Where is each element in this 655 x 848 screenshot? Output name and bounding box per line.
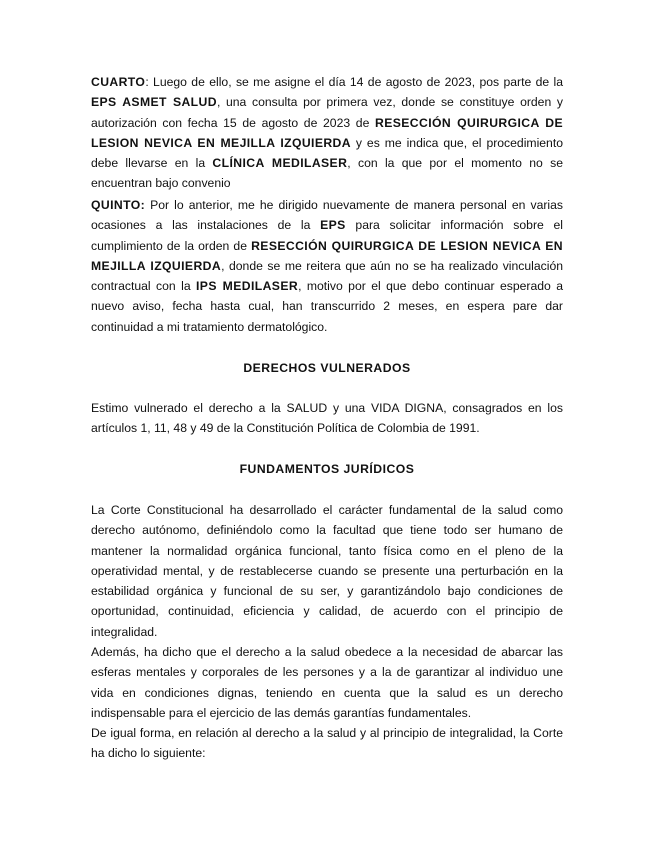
quinto-text-4: , motivo por el que debo continuar esperado a nuevo aviso, fecha hasta cual, han transcurrido 2 meses, en espera pare dar continuidad a mi tratamiento dermatológico.: [91, 279, 563, 334]
heading-derechos-vulnerados: DERECHOS VULNERADOS: [243, 361, 411, 375]
paragraph-fundamentos-2: Además, ha dicho que el derecho a la salud obedece a la necesidad de abarcar las esferas mentales y corporales de les persones y a la de garantizar al individuo une vida en condiciones dignas, teniendo en cuenta que la salud es un derecho indispensable para el ejercicio de las demás garantías fundamentales.: [91, 645, 563, 720]
quinto-procedure: RESECCIÓN QUIRURGICA DE LESION NEVICA EN MEJILLA IZQUIERDA: [91, 238, 563, 273]
cuarto-procedure: RESECCIÓN QUIRURGICA DE LESION NEVICA EN MEJILLA IZQUIERDA: [91, 115, 564, 150]
paragraph-quinto: [91, 195, 563, 337]
paragraph-cuarto: [91, 72, 563, 194]
cuarto-text-2: , una consulta por primera vez, donde se constituye orden y autorización con fecha 15 de agosto de 2023 de: [91, 95, 564, 130]
cuarto-clinic: CLÍNICA MEDILASER: [212, 156, 348, 171]
quinto-label: QUINTO:: [91, 198, 146, 212]
cuarto-text-1: : Luego de ello, se me asigne el día 14 de agosto de 2023, pos parte de la: [145, 75, 563, 89]
cuarto-eps-name: EPS ASMET SALUD: [91, 95, 217, 110]
cuarto-text-4: , con la que por el momento no se encuentran bajo convenio: [91, 156, 563, 191]
cuarto-label: CUARTO: [91, 75, 146, 89]
quinto-ips: IPS MEDILASER: [196, 279, 299, 294]
quinto-eps: EPS: [320, 218, 346, 233]
paragraph-derechos: Estimo vulnerado el derecho a la SALUD y una VIDA DIGNA, consagrados en los artículos 1, 11, 48 y 49 de la Constitución Política de Colombia de 1991.: [91, 401, 563, 436]
quinto-text-3: , donde se me reitera que aún no se ha realizado vinculación contractual con la: [91, 258, 564, 294]
quinto-text-2: para solicitar información sobre el cumplimiento de la orden de: [91, 218, 563, 253]
paragraph-fundamentos-1: La Corte Constitucional ha desarrollado el carácter fundamental de la salud como derecho autónomo, definiéndolo como la facultad que tiene todo ser humano de mantener la normalidad orgánica funcional, tanto física como en el pleno de la operatividad mental, y de restablecerse cuando se presente una perturbación en la estabilidad orgánica y funcional de su ser, y garantizándolo bajo condiciones de oportunidad, continuidad, eficiencia y calidad, de acuerdo con el principio de integralidad.: [91, 503, 563, 639]
paragraph-fundamentos-3: De igual forma, en relación al derecho a la salud y al principio de integralidad, la Corte ha dicho lo siguiente:: [91, 726, 563, 761]
heading-fundamentos-juridicos: FUNDAMENTOS JURÍDICOS: [239, 462, 415, 476]
cuarto-text-3: y es me indica que, el procedimiento debe llevarse en la: [91, 135, 563, 171]
quinto-text-1: Por lo anterior, me he dirigido nuevamente de manera personal en varias ocasiones a las instalaciones de la: [91, 198, 563, 233]
